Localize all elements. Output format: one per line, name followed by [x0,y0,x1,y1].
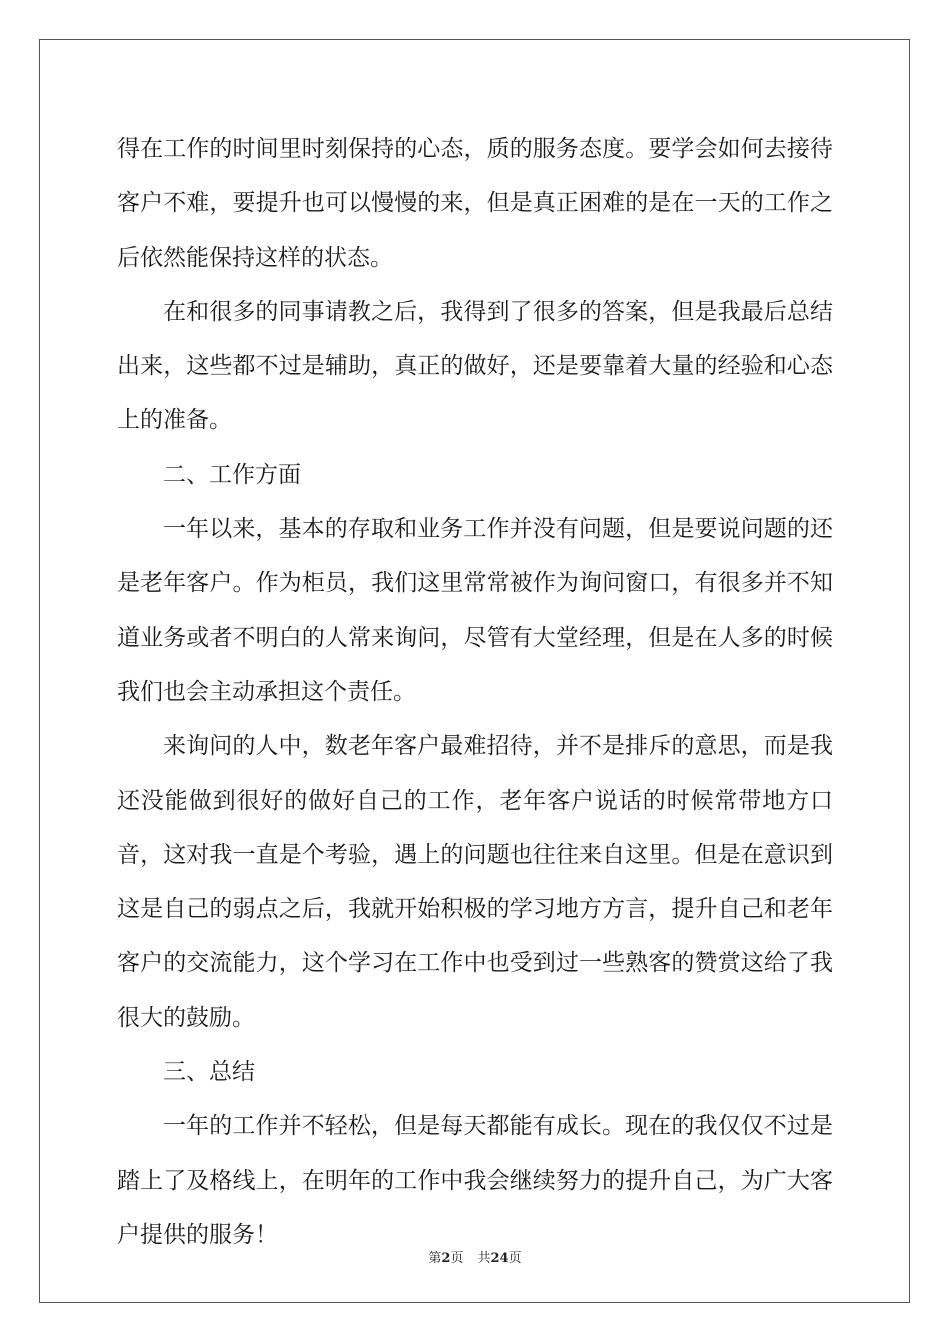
paragraph: 来询问的人中，数老年客户最难招待，并不是排斥的意思，而是我还没能做到很好的做好自己的工作，老年客户说话的时候常带地方口音，这对我一直是个考验，遇上的问题也往往来自这里。但是在意识到这是自己的弱点之后，我就开始积极的学习地方方言，提升自己和老年客户的交流能力，这个学习在工作中也受到过一些熟客的赞赏这给了我很大的鼓励。 [117,733,833,1031]
section-heading-summary: 三、总结 [163,1059,255,1086]
total-suffix: 页 [508,1251,522,1266]
page-suffix: 页 [450,1251,464,1266]
total-pages-number: 24 [490,1251,509,1266]
section-heading-work: 二、工作方面 [163,461,301,488]
page-footer [0,1247,950,1266]
total-prefix: 共 [477,1251,491,1266]
current-page-number: 2 [441,1251,451,1266]
paragraph: 在和很多的同事请教之后，我得到了很多的答案，但是我最后总结出来，这些都不过是辅助，真正的做好，还是要靠着大量的经验和心态上的准备。 [117,298,833,434]
page-prefix: 第 [428,1251,442,1266]
paragraph: 一年的工作并不轻松，但是每天都能有成长。现在的我仅仅不过是踏上了及格线上，在明年的工作中我会继续努力的提升自己，为广大客户提供的服务！ [117,1113,833,1248]
paragraph: 一年以来，基本的存取和业务工作并没有问题，但是要说问题的还是老年客户。作为柜员，我们这里常常被作为询问窗口，有很多并不知道业务或者不明白的人常来询问，尽管有大堂经理，但是在人多的时候我们也会主动承担这个责任。 [117,516,833,705]
paragraph-continuation: 得在工作的时间里时刻保持的心态，质的服务态度。要学会如何去接待客户不难，要提升也可以慢慢的来，但是真正困难的是在一天的工作之后依然能保持这样的状态。 [117,136,833,271]
document-body [117,122,833,1262]
